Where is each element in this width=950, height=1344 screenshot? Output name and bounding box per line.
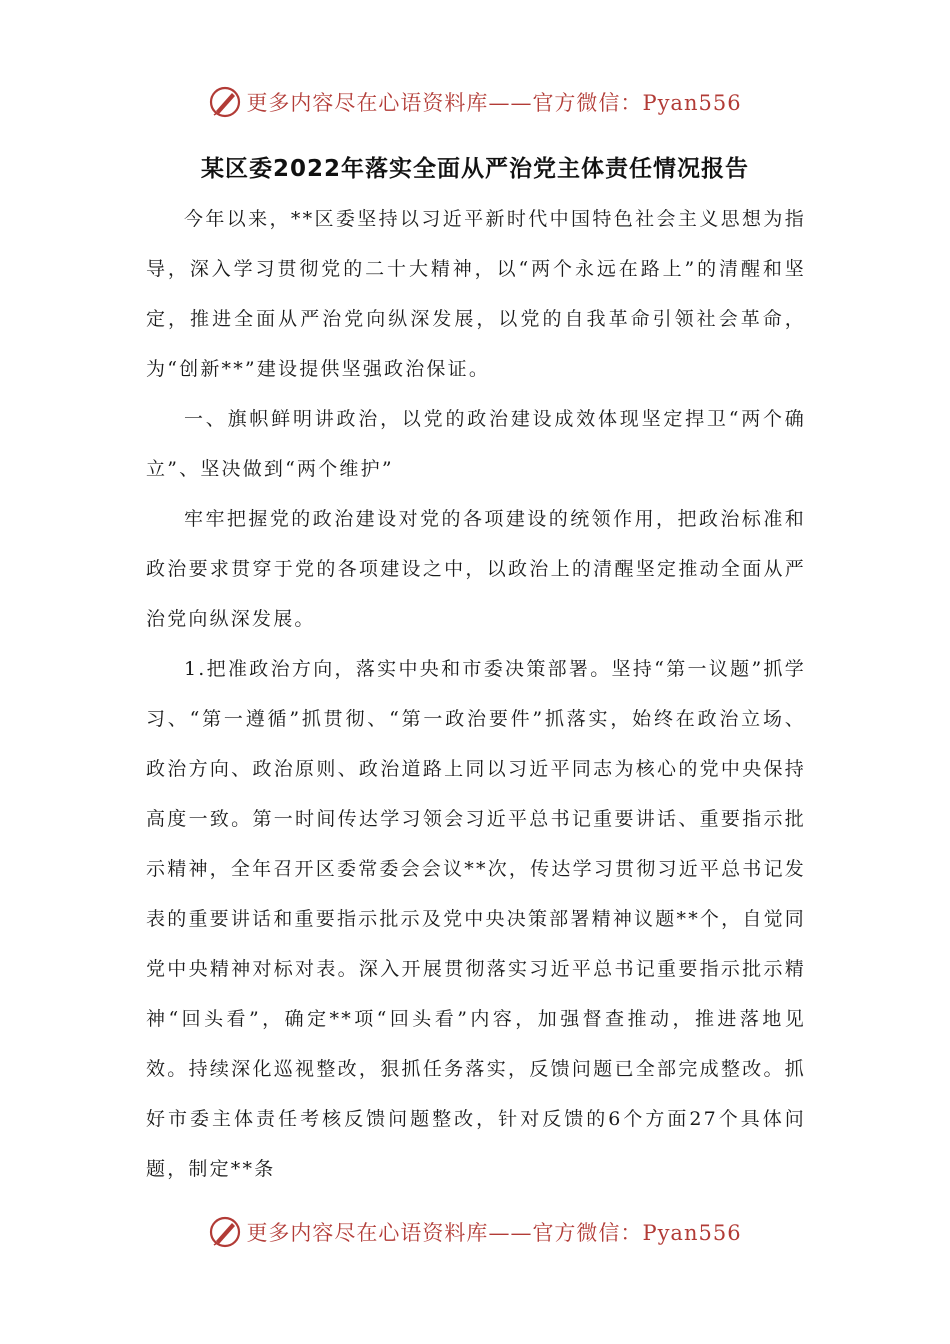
footer-watermark — [0, 1212, 950, 1252]
watermark-text: 更多内容尽在心语资料库——官方微信：Pyan556 — [246, 91, 742, 115]
watermark-text: 更多内容尽在心语资料库——官方微信：Pyan556 — [246, 1221, 742, 1245]
paragraph-section-1: 牢牢把握党的政治建设对党的各项建设的统领作用，把政治标准和政治要求贯穿于党的各项建设之中，以政治上的清醒坚定推动全面从严治党向纵深发展。 — [146, 508, 806, 630]
document-body — [146, 194, 806, 1194]
pen-logo-icon — [208, 85, 242, 119]
pen-logo-icon — [208, 1215, 242, 1249]
paragraph-item-1: 1.把准政治方向，落实中央和市委决策部署。坚持“第一议题”抓学习、“第一遵循”抓贯彻、“第一政治要件”抓落实，始终在政治立场、政治方向、政治原则、政治道路上同以习近平同志为核心的党中央保持高度一致。第一时间传达学习领会习近平总书记重要讲话、重要指示批示精神，全年召开区委常委会会议**次，传达学习贯彻习近平总书记发表的重要讲话和重要指示批示及党中央决策部署精神议题**个，自觉同党中央精神对标对表。深入开展贯彻落实习近平总书记重要指示批示精神“回头看”，确定**项“回头看”内容，加强督查推动，推进落地见效。持续深化巡视整改，狠抓任务落实，反馈问题已全部完成整改。抓好市委主体责任考核反馈问题整改，针对反馈的6个方面27个具体问题，制定**条 — [146, 658, 806, 1180]
document-title: 某区委2022年落实全面从严治党主体责任情况报告 — [200, 156, 749, 182]
paragraph-intro: 今年以来，**区委坚持以习近平新时代中国特色社会主义思想为指导，深入学习贯彻党的二十大精神，以“两个永远在路上”的清醒和坚定，推进全面从严治党向纵深发展，以党的自我革命引领社会革命，为“创新**”建设提供坚强政治保证。 — [146, 208, 806, 380]
header-watermark — [0, 82, 950, 122]
section-heading-1: 一、旗帜鲜明讲政治，以党的政治建设成效体现坚定捍卫“两个确立”、坚决做到“两个维护” — [146, 408, 806, 480]
